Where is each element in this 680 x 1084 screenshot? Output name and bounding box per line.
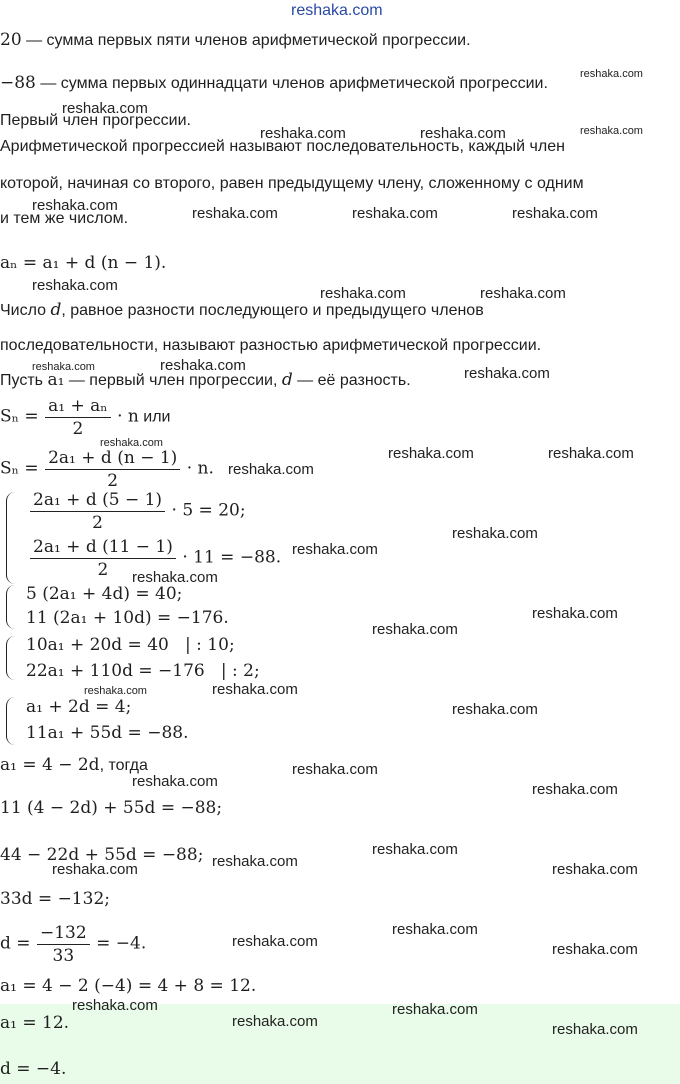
system-4-row-2: 11a₁ + 55d = −88. (26, 723, 189, 743)
watermark: reshaka.com (580, 68, 643, 80)
definition-line-2: которой, начиная со второго, равен предыдущему члену, сложенному с одним (0, 175, 584, 192)
system-1-row-2: $\frac{\text{2a₁ + d (11 − 1)}}{2}$ · 11 = −88. (28, 537, 281, 580)
given-sum-eleven: −88 — сумма первых одиннадцати членов арифметической прогрессии. (0, 73, 548, 93)
system-3-row-2: 22a₁ + 110d = −176 | : 2; (26, 661, 260, 681)
watermark: reshaka.com (392, 1001, 478, 1018)
system-1-row-2-fraction: $\frac{\text{2a₁ + d (11 − 1)}}{2}$ (30, 537, 176, 580)
answer-d: d = −4. (0, 1059, 67, 1079)
watermark: reshaka.com (532, 781, 618, 798)
watermark: reshaka.com (232, 933, 318, 950)
watermark: reshaka.com (352, 205, 438, 222)
definition-line-3: и тем же числом. (0, 210, 129, 227)
watermark: reshaka.com (228, 461, 314, 478)
watermark: reshaka.com (192, 205, 278, 222)
watermark: reshaka.com (32, 361, 95, 373)
watermark: reshaka.com (552, 861, 638, 878)
sum-formula-1: Sₙ = $\frac{\text{a₁ + aₙ}}{2}$ · n или (0, 396, 171, 439)
watermark: reshaka.com (552, 941, 638, 958)
let-statement: Пусть a₁ — первый член прогрессии, d — её разность. (0, 370, 411, 390)
sum-formula-2: Sₙ = $\frac{\text{2a₁ + d (n − 1)}}{2}$ · n. (0, 448, 214, 491)
step-express-a1: a₁ = 4 − 2d, тогда (0, 755, 148, 775)
watermark: reshaka.com (260, 125, 346, 142)
step-substitute: 11 (4 − 2d) + 55d = −88; (0, 798, 223, 818)
watermark: reshaka.com (392, 921, 478, 938)
system-3-row-1: 10a₁ + 20d = 40 | : 10; (26, 635, 235, 655)
watermark: reshaka.com (372, 841, 458, 858)
given-sum-five: 20 — сумма первых пяти членов арифметической прогрессии. (0, 30, 471, 50)
watermark: reshaka.com (232, 1013, 318, 1030)
watermark: reshaka.com (320, 285, 406, 302)
watermark: reshaka.com (62, 100, 148, 117)
watermark: reshaka.com (160, 357, 246, 374)
watermark: reshaka.com (132, 773, 218, 790)
watermark: reshaka.com (512, 205, 598, 222)
system-3-brace (6, 636, 15, 680)
watermark: reshaka.com (84, 685, 147, 697)
definition-line-1: Арифметической прогрессией называют последовательность, каждый член (0, 138, 565, 155)
system-2-row-2: 11 (2a₁ + 10d) = −176. (26, 608, 229, 628)
watermark: reshaka.com (532, 605, 618, 622)
watermark: reshaka.com (32, 197, 118, 214)
answer-a1: a₁ = 12. (0, 1013, 70, 1033)
step-expand: 44 − 22d + 55d = −88; (0, 845, 204, 865)
difference-line-2: последовательности, называют разностью арифметической прогрессии. (0, 337, 542, 354)
watermark: reshaka.com (32, 277, 118, 294)
system-2-brace (6, 585, 15, 629)
watermark: reshaka.com (464, 365, 550, 382)
watermark: reshaka.com (212, 853, 298, 870)
step-solve-d: d = $\frac{-132}{33}$ = −4. (0, 923, 147, 966)
watermark: reshaka.com (292, 761, 378, 778)
system-4-row-1: a₁ + 2d = 4; (26, 697, 132, 717)
top-watermark: reshaka.com (291, 2, 383, 19)
watermark: reshaka.com (100, 437, 163, 449)
formula-nth-term: aₙ = a₁ + d (n − 1). (0, 253, 167, 273)
system-2-row-1: 5 (2a₁ + 4d) = 40; (26, 584, 183, 604)
sum-formula-1-fraction: $\frac{\text{a₁ + aₙ}}{2}$ (45, 396, 111, 439)
watermark: reshaka.com (372, 621, 458, 638)
system-1-row-1: $\frac{\text{2a₁ + d (5 − 1)}}{2}$ · 5 = 20; (28, 490, 246, 533)
answer-highlight (0, 1004, 680, 1084)
watermark: reshaka.com (52, 861, 138, 878)
system-1-row-1-fraction: $\frac{\text{2a₁ + d (5 − 1)}}{2}$ (30, 490, 165, 533)
system-1-brace (6, 492, 15, 584)
find-statement: Первый член прогрессии. (0, 112, 191, 129)
step-solve-d-fraction: $\frac{-132}{33}$ (37, 923, 90, 966)
watermark: reshaka.com (552, 1021, 638, 1038)
step-collect: 33d = −132; (0, 889, 110, 909)
sum-formula-2-fraction: $\frac{\text{2a₁ + d (n − 1)}}{2}$ (45, 448, 180, 491)
watermark: reshaka.com (420, 125, 506, 142)
watermark: reshaka.com (212, 681, 298, 698)
watermark: reshaka.com (132, 569, 218, 586)
difference-line-1: Число d, равное разности последующего и предыдущего членов (0, 300, 484, 320)
watermark: reshaka.com (548, 445, 634, 462)
watermark: reshaka.com (72, 997, 158, 1014)
system-4-brace (6, 697, 15, 745)
watermark: reshaka.com (452, 701, 538, 718)
watermark: reshaka.com (452, 525, 538, 542)
watermark: reshaka.com (580, 125, 643, 137)
watermark: reshaka.com (388, 445, 474, 462)
watermark: reshaka.com (480, 285, 566, 302)
watermark: reshaka.com (292, 541, 378, 558)
step-compute-a1: a₁ = 4 − 2 (−4) = 4 + 8 = 12. (0, 976, 257, 996)
